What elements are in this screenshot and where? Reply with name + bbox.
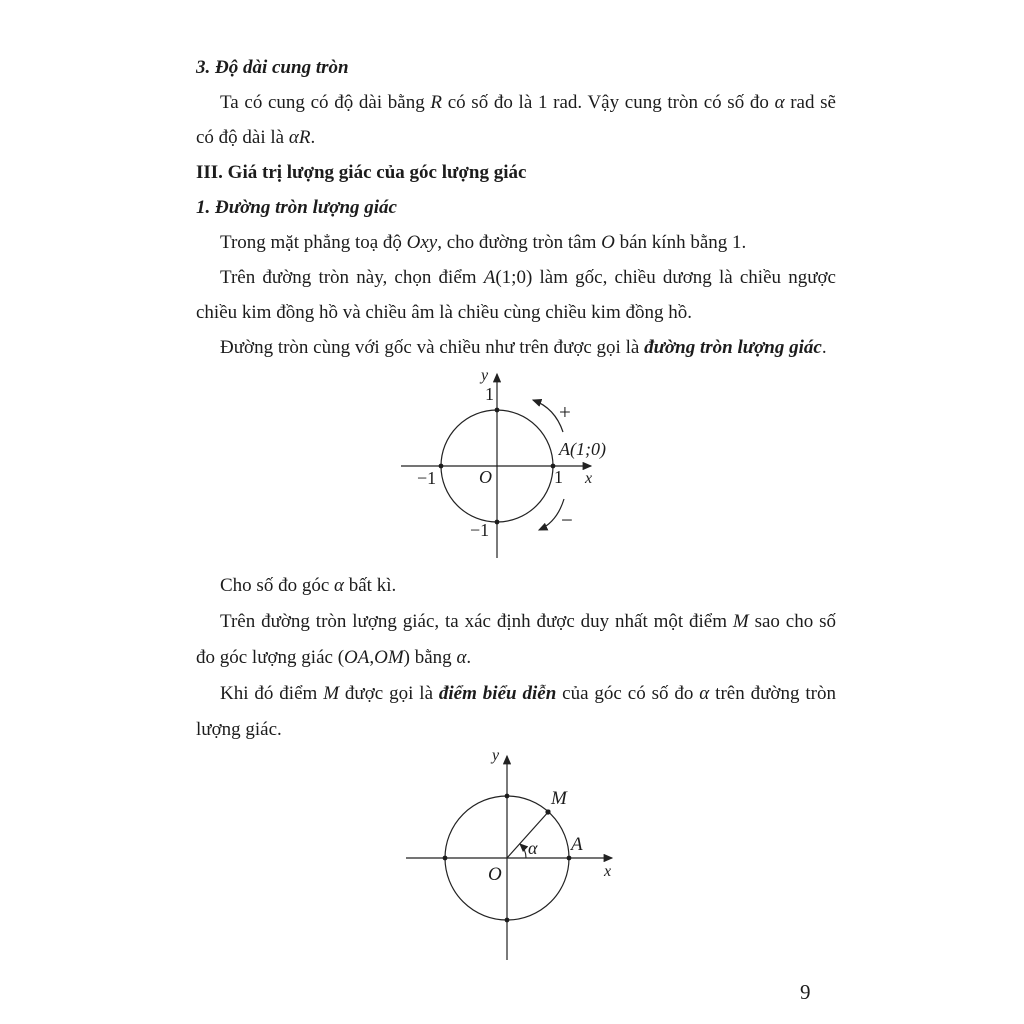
tick-bottom-label: −1 [470, 520, 490, 540]
heading-arc-length: 3. Độ dài cung tròn [196, 57, 349, 78]
para-plane: Trong mặt phẳng toạ độ Oxy, cho đường tròn tâm O bán kính bằng 1. [220, 232, 747, 253]
para-given-angle: Cho số đo góc α bất kì. [220, 575, 397, 596]
circle-point-m [545, 809, 550, 814]
point-a-label: A(1;0) [559, 439, 606, 459]
heading-unit-circle: 1. Đường tròn lượng giác [196, 197, 397, 218]
x-axis-label: x [604, 863, 612, 880]
circle-point-left [439, 464, 444, 469]
circle-point-top [495, 408, 500, 413]
circle-point-a [567, 856, 572, 861]
tick-left-label: −1 [417, 468, 437, 488]
circle-point-bottom [505, 918, 510, 923]
circle-point-top [505, 794, 510, 799]
para-radian: Ta có cung có độ dài bằng R có số đo là 1 rad. Vậy cung tròn có số đo α rad sẽ có độ dài là αR. [196, 92, 836, 148]
text-block-middle [196, 568, 836, 748]
origin-label: O [479, 467, 492, 487]
origin-label: O [488, 864, 502, 885]
heading-section-iii: III. Giá trị lượng giác của góc lượng giác [196, 162, 527, 183]
unit-circle-diagram [393, 364, 628, 566]
angle-representation-diagram [400, 746, 628, 968]
angle-alpha-label: α [528, 838, 538, 858]
circle-point-left [443, 856, 448, 861]
para-unique-point: Trên đường tròn lượng giác, ta xác định được duy nhất một điểm M sao cho số đo góc lượng giác (OA,OM) bằng α. [196, 611, 836, 668]
para-representation: Khi đó điểm M được gọi là điểm biểu diễn của góc có số đo α trên đường tròn lượng giác. [196, 683, 836, 740]
y-axis-label: y [481, 367, 489, 384]
tick-right-label: 1 [554, 467, 563, 487]
angle-arc [520, 844, 526, 858]
point-m-label: M [551, 788, 567, 809]
text-block-top [196, 50, 836, 365]
point-a-label: A [571, 834, 583, 855]
positive-direction-label: + [559, 400, 571, 424]
page-number: 9 [800, 980, 811, 1004]
x-axis-label: x [585, 470, 593, 487]
negative-direction-label: − [561, 508, 573, 532]
para-circle-definition: Đường tròn cùng với gốc và chiều như trên được gọi là đường tròn lượng giác. [220, 337, 827, 358]
circle-point-bottom [495, 520, 500, 525]
tick-top-label: 1 [485, 384, 494, 404]
para-origin-choice: Trên đường tròn này, chọn điểm A(1;0) làm gốc, chiều dương là chiều ngược chiều kim đồng hồ và chiều âm là chiều cùng chiều kim đồng hồ. [196, 267, 836, 323]
y-axis-label: y [492, 747, 500, 764]
